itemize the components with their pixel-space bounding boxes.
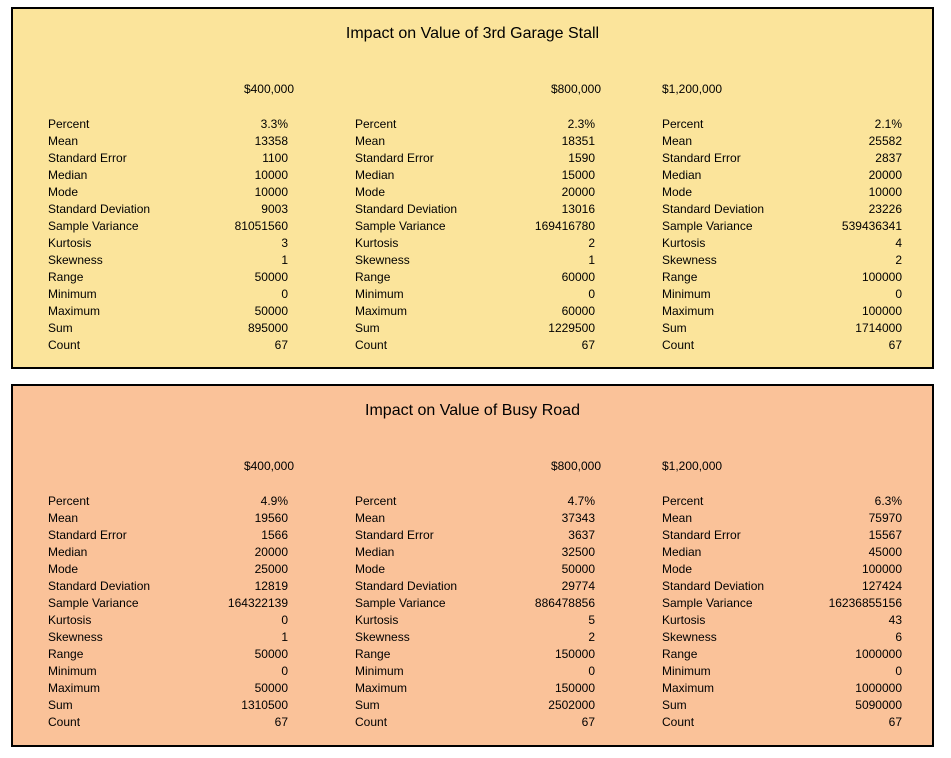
stat-label: Percent — [355, 494, 397, 508]
stat-row — [662, 527, 902, 544]
stat-label: Maximum — [662, 681, 715, 695]
stat-row — [662, 663, 902, 680]
stat-label: Maximum — [48, 681, 101, 695]
stat-row — [355, 646, 595, 663]
stat-row — [355, 218, 595, 235]
stat-value: 9003 — [261, 202, 288, 216]
stat-row — [355, 184, 595, 201]
stat-value: 6 — [895, 630, 902, 644]
stat-value: 2 — [588, 630, 595, 644]
stat-label: Range — [662, 270, 698, 284]
stat-row — [662, 167, 902, 184]
column-header: $1,200,000 — [662, 459, 723, 473]
panel-title: Impact on Value of Busy Road — [365, 402, 580, 419]
stat-label: Percent — [662, 117, 704, 131]
stat-row — [355, 527, 595, 544]
stat-value: 150000 — [554, 647, 595, 661]
stat-value: 25582 — [868, 134, 902, 148]
stat-row — [48, 116, 288, 133]
stat-label: Standard Deviation — [48, 579, 151, 593]
stat-row — [355, 133, 595, 150]
stat-row — [355, 150, 595, 167]
stat-value: 12819 — [254, 579, 288, 593]
stat-value: 25000 — [254, 562, 288, 576]
stat-label: Sample Variance — [48, 596, 139, 610]
stat-value: 100000 — [861, 270, 902, 284]
stat-value: 0 — [895, 664, 902, 678]
stat-value: 50000 — [254, 681, 288, 695]
stat-label: Sum — [662, 321, 687, 335]
stat-value: 20000 — [254, 545, 288, 559]
stat-label: Median — [662, 545, 702, 559]
stat-label: Count — [662, 338, 695, 352]
stat-label: Count — [48, 715, 81, 729]
stat-label: Skewness — [355, 630, 410, 644]
stat-value: 895000 — [247, 321, 288, 335]
stat-label: Standard Deviation — [48, 202, 151, 216]
stat-value: 0 — [281, 287, 288, 301]
stat-label: Count — [355, 715, 388, 729]
stat-value: 4 — [895, 236, 902, 250]
stat-label: Kurtosis — [355, 613, 399, 627]
stat-row — [355, 578, 595, 595]
stat-value: 4.7% — [567, 494, 595, 508]
stat-value: 1000000 — [855, 647, 902, 661]
stat-label: Standard Error — [355, 528, 434, 542]
stat-value: 67 — [581, 338, 595, 352]
stat-label: Median — [355, 168, 395, 182]
stat-row — [662, 269, 902, 286]
stat-value: 1590 — [568, 151, 595, 165]
stat-label: Sum — [662, 698, 687, 712]
stat-row — [355, 116, 595, 133]
stat-label: Median — [662, 168, 702, 182]
stat-label: Kurtosis — [355, 236, 399, 250]
stat-row — [48, 595, 288, 612]
stat-value: 1310500 — [241, 698, 288, 712]
column-header: $800,000 — [550, 82, 601, 96]
stat-label: Percent — [48, 117, 90, 131]
stat-label: Percent — [662, 494, 704, 508]
stat-label: Minimum — [48, 287, 97, 301]
stat-label: Skewness — [355, 253, 410, 267]
stat-value: 29774 — [561, 579, 595, 593]
stats-rows — [662, 116, 902, 354]
stat-row — [662, 252, 902, 269]
stat-value: 0 — [895, 287, 902, 301]
stat-row — [48, 646, 288, 663]
stat-row — [662, 286, 902, 303]
stat-row — [662, 150, 902, 167]
stat-value: 13016 — [561, 202, 595, 216]
column-header: $400,000 — [243, 82, 294, 96]
stat-value: 886478856 — [534, 596, 595, 610]
stat-label: Median — [48, 168, 88, 182]
stat-value: 1100 — [262, 151, 288, 165]
stat-row — [662, 561, 902, 578]
stat-value: 10000 — [254, 168, 288, 182]
stat-value: 50000 — [254, 304, 288, 318]
stat-row — [355, 337, 595, 354]
column-header: $1,200,000 — [662, 82, 723, 96]
stat-value: 3 — [281, 236, 288, 250]
stat-row — [662, 337, 902, 354]
stats-rows — [48, 116, 288, 354]
stat-label: Mode — [355, 185, 386, 199]
stat-row — [662, 612, 902, 629]
stat-label: Mode — [48, 562, 79, 576]
stat-value: 50000 — [254, 270, 288, 284]
stat-value: 43 — [888, 613, 902, 627]
stat-label: Mode — [662, 185, 693, 199]
stat-row — [662, 493, 902, 510]
stat-row — [662, 510, 902, 527]
stats-rows — [355, 116, 595, 354]
stat-value: 45000 — [868, 545, 902, 559]
stat-row — [355, 320, 595, 337]
stat-label: Minimum — [662, 664, 711, 678]
stat-label: Range — [355, 270, 391, 284]
stat-label: Standard Error — [662, 151, 741, 165]
stat-value: 50000 — [254, 647, 288, 661]
stat-value: 3.3% — [260, 117, 288, 131]
stat-row — [48, 150, 288, 167]
stat-row — [355, 510, 595, 527]
stat-value: 0 — [588, 664, 595, 678]
stat-row — [48, 320, 288, 337]
stat-row — [662, 544, 902, 561]
stat-value: 32500 — [561, 545, 595, 559]
stat-value: 2837 — [875, 151, 902, 165]
stat-value: 60000 — [561, 304, 595, 318]
busy-road-panel — [11, 384, 934, 747]
stat-row — [355, 680, 595, 697]
stat-row — [662, 218, 902, 235]
stat-value: 6.3% — [874, 494, 902, 508]
stat-label: Sum — [355, 698, 380, 712]
stat-value: 67 — [888, 715, 902, 729]
stat-row — [48, 510, 288, 527]
stat-label: Sample Variance — [355, 219, 446, 233]
stat-row — [355, 697, 595, 714]
stat-row — [662, 680, 902, 697]
stat-row — [662, 320, 902, 337]
stats-column — [662, 9, 902, 367]
stat-value: 1 — [588, 253, 595, 267]
stat-label: Standard Error — [662, 528, 741, 542]
stat-label: Maximum — [355, 681, 408, 695]
stat-label: Sample Variance — [662, 596, 753, 610]
stat-value: 0 — [281, 664, 288, 678]
stat-value: 2 — [588, 236, 595, 250]
stat-row — [662, 697, 902, 714]
stat-row — [48, 578, 288, 595]
stat-label: Median — [355, 545, 395, 559]
stat-row — [48, 493, 288, 510]
stat-value: 50000 — [561, 562, 595, 576]
stat-value: 100000 — [861, 562, 902, 576]
stat-row — [355, 544, 595, 561]
stat-row — [48, 337, 288, 354]
stat-value: 3637 — [568, 528, 595, 542]
garage-stall-panel — [11, 7, 934, 369]
stat-value: 10000 — [868, 185, 902, 199]
stat-value: 67 — [888, 338, 902, 352]
stat-value: 20000 — [868, 168, 902, 182]
stat-row — [48, 184, 288, 201]
stat-label: Kurtosis — [662, 613, 706, 627]
stat-label: Standard Deviation — [355, 579, 458, 593]
stat-label: Skewness — [48, 253, 103, 267]
stat-value: 100000 — [861, 304, 902, 318]
stat-row — [355, 493, 595, 510]
stat-row — [48, 527, 288, 544]
stat-row — [355, 595, 595, 612]
stat-value: 18351 — [561, 134, 595, 148]
stat-row — [662, 646, 902, 663]
stat-row — [48, 612, 288, 629]
stat-row — [48, 286, 288, 303]
stat-label: Range — [662, 647, 698, 661]
stat-row — [48, 303, 288, 320]
stat-value: 2502000 — [548, 698, 595, 712]
stat-value: 2.3% — [567, 117, 595, 131]
stat-value: 2 — [895, 253, 902, 267]
stat-label: Range — [48, 270, 84, 284]
stats-column — [355, 9, 601, 367]
stat-value: 13358 — [254, 134, 288, 148]
stat-label: Sum — [48, 321, 73, 335]
stat-label: Minimum — [355, 664, 404, 678]
column-header: $800,000 — [550, 459, 601, 473]
stat-value: 4.9% — [260, 494, 288, 508]
stat-row — [355, 286, 595, 303]
stat-label: Count — [662, 715, 695, 729]
stat-value: 169416780 — [534, 219, 595, 233]
stat-label: Mean — [662, 511, 693, 525]
stat-row — [48, 252, 288, 269]
stat-label: Mean — [355, 511, 386, 525]
stat-label: Mean — [48, 134, 79, 148]
stat-row — [355, 235, 595, 252]
stat-value: 23226 — [868, 202, 902, 216]
stat-value: 67 — [274, 338, 288, 352]
stat-label: Percent — [48, 494, 90, 508]
stat-value: 19560 — [254, 511, 288, 525]
stat-label: Sample Variance — [48, 219, 139, 233]
stat-label: Standard Error — [48, 151, 127, 165]
stat-label: Standard Deviation — [662, 579, 765, 593]
stat-value: 539436341 — [841, 219, 902, 233]
stat-row — [48, 269, 288, 286]
stat-row — [662, 714, 902, 731]
stats-rows — [662, 493, 902, 731]
stat-row — [662, 595, 902, 612]
stat-label: Mean — [48, 511, 79, 525]
stat-value: 15567 — [868, 528, 902, 542]
stat-row — [48, 714, 288, 731]
stat-label: Percent — [355, 117, 397, 131]
stat-row — [48, 167, 288, 184]
stat-value: 164322139 — [227, 596, 288, 610]
stat-value: 81051560 — [234, 219, 288, 233]
stat-row — [48, 561, 288, 578]
panel-title: Impact on Value of 3rd Garage Stall — [345, 25, 600, 42]
stat-row — [355, 663, 595, 680]
stat-label: Maximum — [662, 304, 715, 318]
stat-value: 1566 — [261, 528, 288, 542]
stat-row — [48, 697, 288, 714]
stat-value: 5 — [588, 613, 595, 627]
stat-label: Range — [355, 647, 391, 661]
stat-row — [355, 252, 595, 269]
stat-row — [48, 235, 288, 252]
stat-row — [662, 235, 902, 252]
stat-label: Sum — [48, 698, 73, 712]
stat-row — [662, 578, 902, 595]
stat-label: Count — [355, 338, 388, 352]
stat-label: Kurtosis — [662, 236, 706, 250]
stats-column — [48, 9, 294, 367]
stat-label: Standard Deviation — [662, 202, 765, 216]
stat-row — [48, 544, 288, 561]
stat-label: Mode — [48, 185, 79, 199]
stat-label: Kurtosis — [48, 236, 92, 250]
stat-label: Skewness — [662, 630, 717, 644]
stat-label: Maximum — [48, 304, 101, 318]
stat-value: 127424 — [861, 579, 902, 593]
stat-row — [662, 201, 902, 218]
stat-row — [662, 184, 902, 201]
stat-value: 0 — [281, 613, 288, 627]
stat-value: 20000 — [561, 185, 595, 199]
stat-row — [355, 167, 595, 184]
stat-value: 5090000 — [855, 698, 902, 712]
stat-value: 60000 — [561, 270, 595, 284]
stat-label: Sample Variance — [662, 219, 753, 233]
stats-column — [662, 386, 902, 745]
stat-value: 67 — [581, 715, 595, 729]
stat-value: 37343 — [561, 511, 595, 525]
stat-row — [355, 269, 595, 286]
stat-label: Standard Deviation — [355, 202, 458, 216]
stat-label: Minimum — [662, 287, 711, 301]
stat-label: Minimum — [48, 664, 97, 678]
stats-column — [48, 386, 294, 745]
stats-rows — [355, 493, 595, 731]
stat-label: Minimum — [355, 287, 404, 301]
stat-label: Mean — [662, 134, 693, 148]
stat-value: 1 — [281, 630, 288, 644]
stat-label: Maximum — [355, 304, 408, 318]
stat-label: Sum — [355, 321, 380, 335]
stat-label: Range — [48, 647, 84, 661]
stat-label: Skewness — [662, 253, 717, 267]
stats-column — [355, 386, 601, 745]
stat-value: 2.1% — [874, 117, 902, 131]
stat-row — [662, 629, 902, 646]
column-header: $400,000 — [243, 459, 294, 473]
stat-row — [355, 561, 595, 578]
stat-value: 1714000 — [855, 321, 902, 335]
stat-value: 75970 — [868, 511, 902, 525]
stat-label: Standard Error — [355, 151, 434, 165]
stat-value: 10000 — [254, 185, 288, 199]
stat-row — [355, 201, 595, 218]
stat-row — [355, 612, 595, 629]
stat-row — [48, 680, 288, 697]
stat-label: Mean — [355, 134, 386, 148]
stat-label: Kurtosis — [48, 613, 92, 627]
stat-value: 67 — [274, 715, 288, 729]
stat-label: Count — [48, 338, 81, 352]
stat-row — [48, 201, 288, 218]
stat-row — [48, 218, 288, 235]
stats-rows — [48, 493, 288, 731]
stat-value: 1 — [281, 253, 288, 267]
stat-value: 0 — [588, 287, 595, 301]
stat-row — [48, 629, 288, 646]
stat-row — [355, 629, 595, 646]
stat-row — [48, 133, 288, 150]
stat-row — [355, 714, 595, 731]
stat-row — [662, 133, 902, 150]
stat-value: 150000 — [554, 681, 595, 695]
stat-label: Mode — [662, 562, 693, 576]
stat-label: Sample Variance — [355, 596, 446, 610]
stat-row — [662, 303, 902, 320]
stat-row — [662, 116, 902, 133]
stat-value: 15000 — [561, 168, 595, 182]
stat-row — [355, 303, 595, 320]
stat-value: 16236855156 — [828, 596, 902, 610]
stat-label: Skewness — [48, 630, 103, 644]
stat-label: Median — [48, 545, 88, 559]
stat-row — [48, 663, 288, 680]
stat-value: 1229500 — [548, 321, 595, 335]
stat-label: Mode — [355, 562, 386, 576]
stat-value: 1000000 — [855, 681, 902, 695]
stat-label: Standard Error — [48, 528, 127, 542]
